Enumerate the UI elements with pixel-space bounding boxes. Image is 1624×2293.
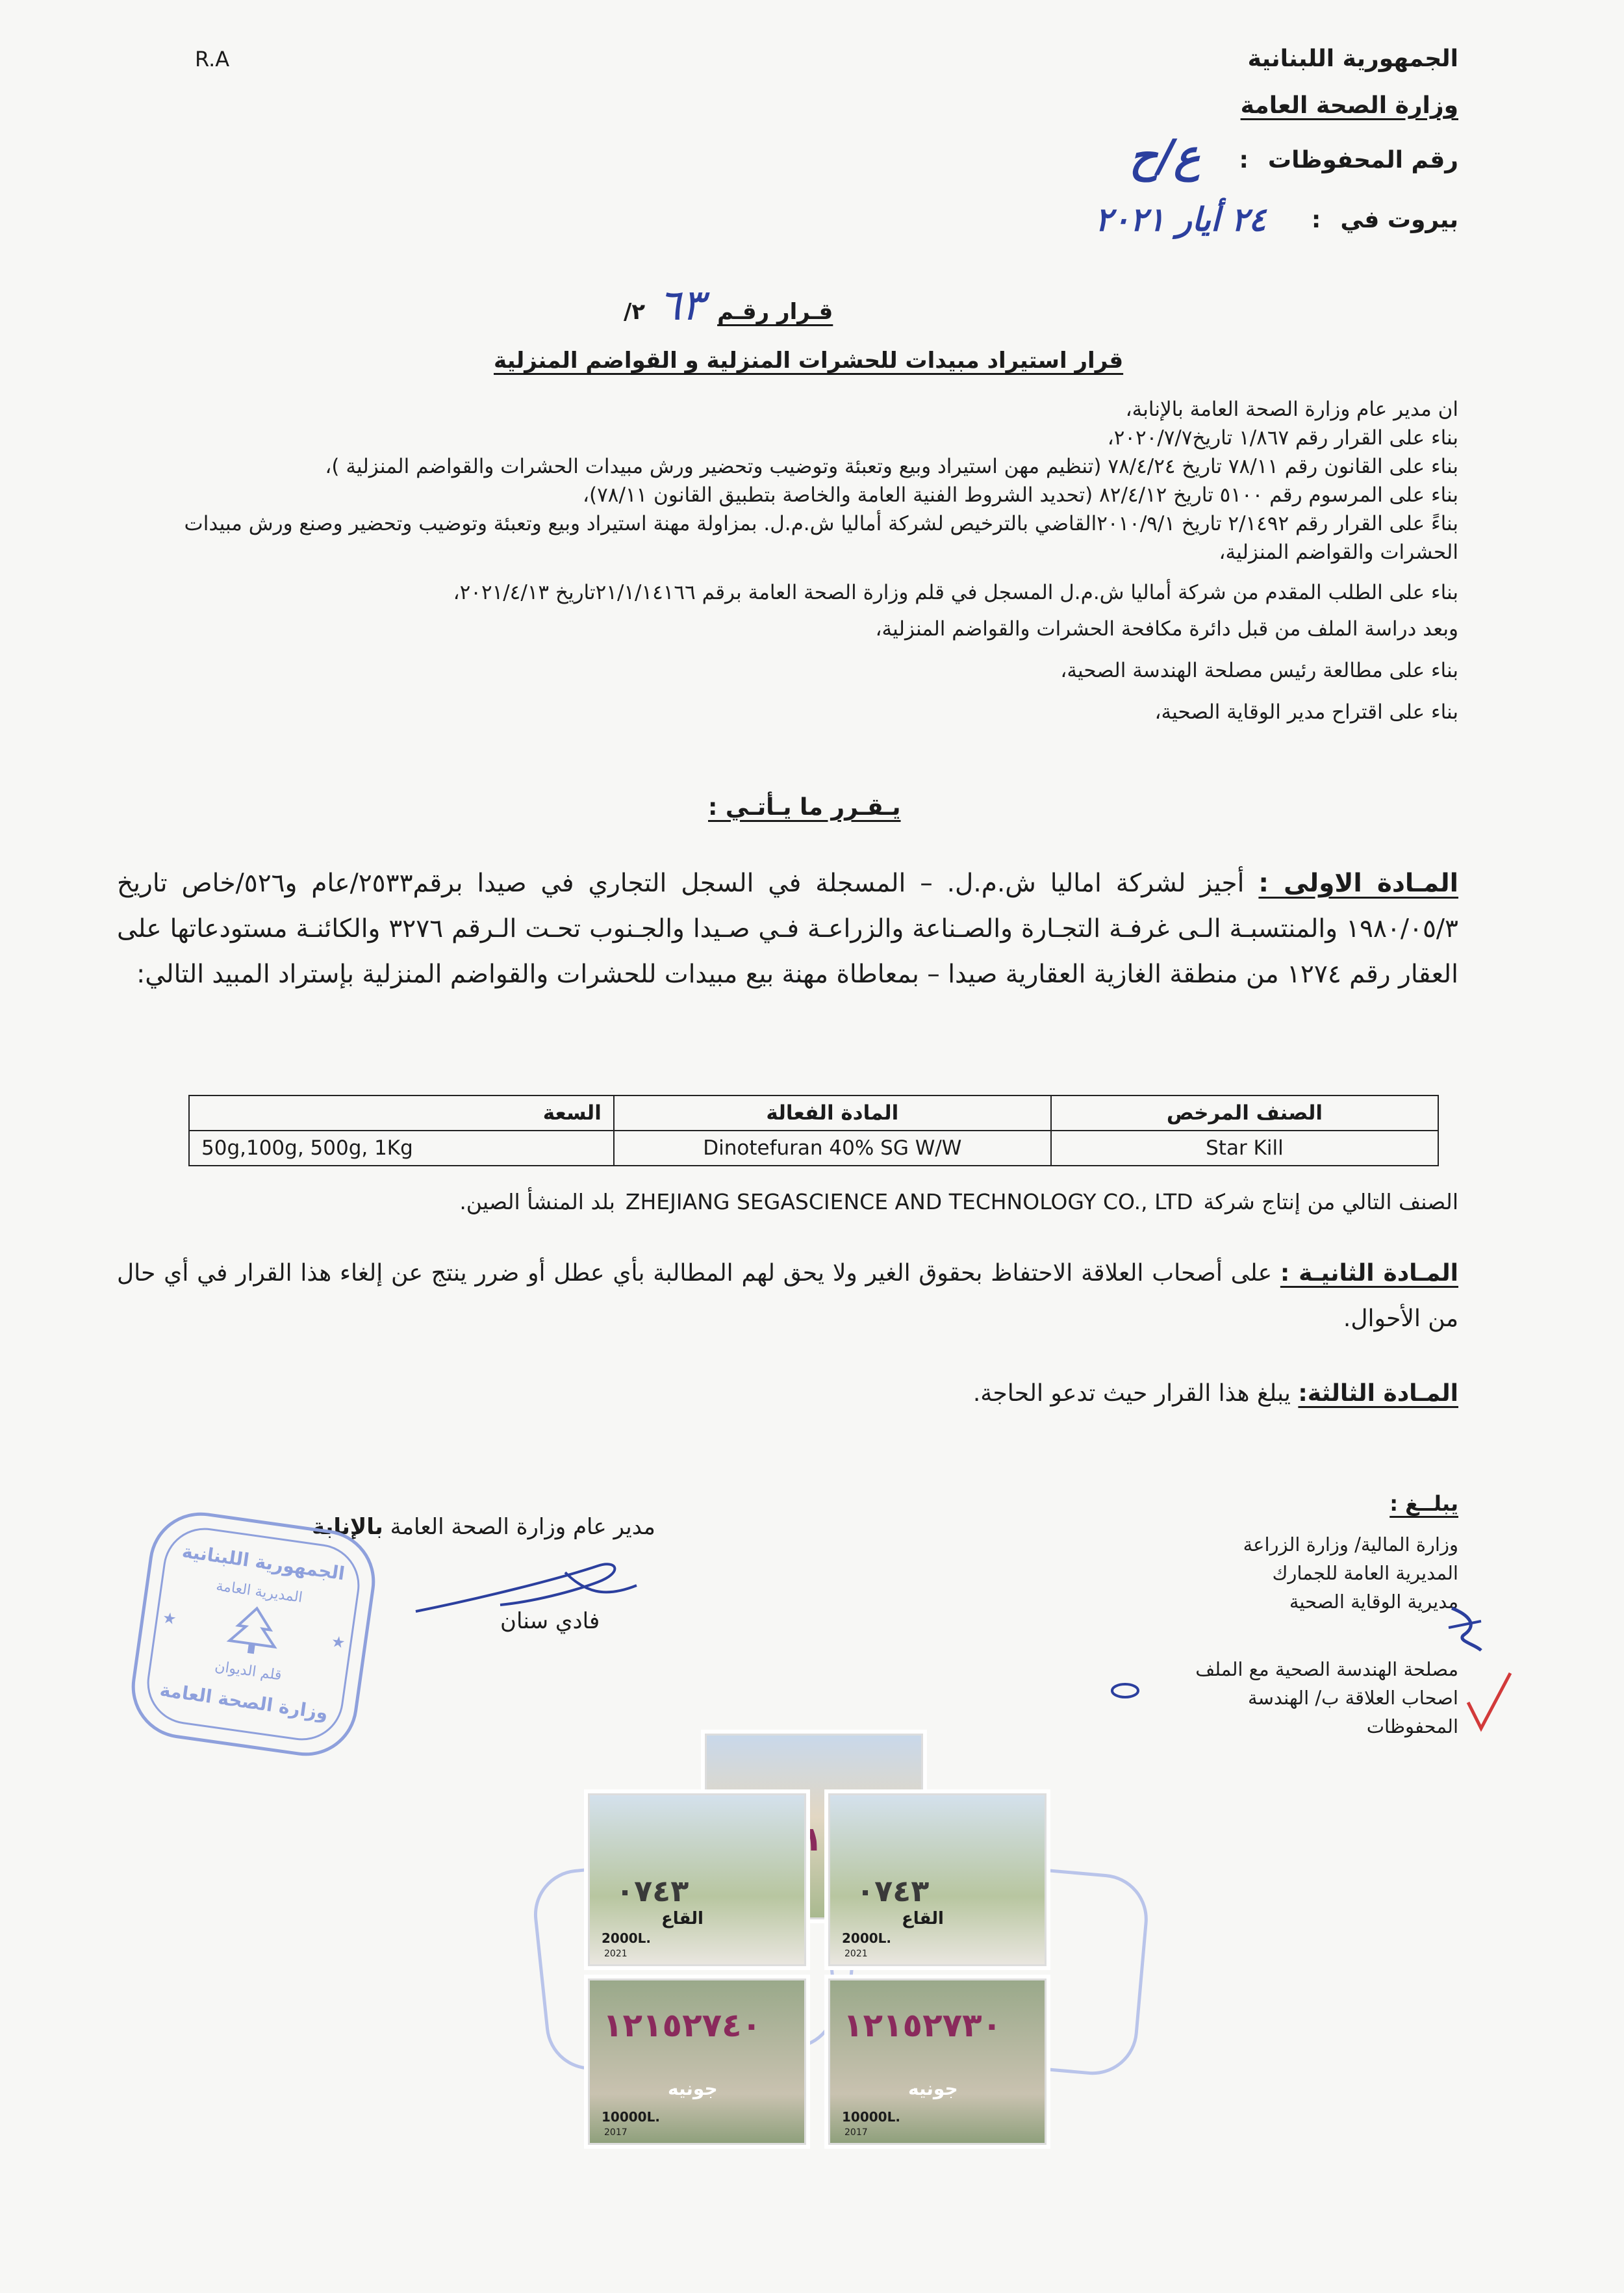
stamp-line-4: وزارة الصحة العامة — [158, 1678, 329, 1724]
fiscal-stamp — [588, 1979, 806, 2145]
list-item: اصحاب العلاقة ب/ الهندسة — [1248, 1687, 1458, 1709]
preamble-line: بناء على مطالعة رئيس مصلحة الهندسة الصحية، — [1060, 659, 1458, 682]
preamble-line: بناء على اقتراح مدير الوقاية الصحية، — [1154, 700, 1458, 724]
preamble-line: ان مدير عام وزارة الصحة العامة بالإنابة، — [1125, 398, 1458, 421]
fiscal-stamp-serial: ٠٧٤٣ — [616, 1873, 689, 1908]
fiscal-stamp — [828, 1793, 1047, 1966]
fiscal-stamp-serial: ١٢١٥٢٧٣٠ — [843, 2006, 1002, 2044]
fiscal-stamp-value: 2000L. — [842, 1930, 892, 1946]
manufacturer-line — [459, 1189, 1458, 1214]
fiscal-stamp-caption: جونيه — [668, 2078, 718, 2099]
preamble-line: بناء على المرسوم رقم ٥١٠٠ تاريخ ٨٢/٤/١٢ (تحديد الشروط الفنية العامة والخاصة بتطبيق القانون ٧٨/١١)، — [583, 483, 1458, 507]
cedar-tree-icon — [222, 1601, 286, 1661]
cell-capacity: 50g,100g, 500g, 1Kg — [189, 1131, 614, 1166]
preamble-line: بناء على الطلب المقدم من شركة أماليا ش.م.ل المسجل في قلم وزارة الصحة العامة برقم ٢١/١/١٤١٦٦تاريخ ٢٠٢١/٤/١٣، — [453, 581, 1458, 604]
list-item: المديرية العامة للجمارك — [1272, 1562, 1458, 1584]
article-1-text: أجيز لشركة اماليا ش.م.ل. – المسجلة في السجل التجاري في صيدا برقم٢٥٣٣/عام و٥٢٦/خاص تاريخ ١٩٨٠/٠٥/٣ والمنتسبـة الـى غرفـة التجـارة والصـناعة والزراعـة فـي صـيدا والجـنوب تحـت الـرقم ٣٢٧٦ والكائنـة مستودعاتها على العقار رقم ١٢٧٤ من منطقة الغازية العقارية صيدا – بمعاطاة مهنة بيع مبيدات للحشرات والقواضم المنزلية بإستراد المبيد التالي: — [117, 869, 1458, 989]
manufacturer-origin: بلد المنشأ الصين. — [459, 1189, 615, 1214]
article-1 — [117, 861, 1458, 997]
fiscal-stamp-year: 2021 — [844, 1949, 868, 1959]
fiscal-stamp-serial: ١٢١٥٢٧٤٠ — [603, 2006, 762, 2044]
registration-table — [188, 1095, 1439, 1166]
manufacturer-prefix: الصنف التالي من إنتاج شركة — [1203, 1189, 1458, 1214]
decision-number: ٦٣ — [658, 280, 705, 330]
list-item: وزارة المالية/ وزارة الزراعة — [1243, 1533, 1458, 1556]
signatory-title-suffix: بالإنابة — [312, 1514, 383, 1540]
place-label: بيروت في — [1340, 207, 1458, 233]
distribution-title: يبلــغ : — [1389, 1491, 1458, 1516]
distribution-list — [1195, 1530, 1458, 1741]
fiscal-stamp-year: 2021 — [604, 1949, 628, 1959]
stamp-line-1: الجمهورية اللبنانية — [181, 1540, 346, 1585]
list-item: مديرية الوقاية الصحية — [1289, 1591, 1458, 1613]
preamble-line: بناء على القرار رقم ١/٨٦٧ تاريخ٢٠٢٠/٧/٧، — [1107, 426, 1458, 450]
article-2 — [117, 1251, 1458, 1342]
fiscal-stamp — [588, 1793, 806, 1966]
place-date-row — [1095, 200, 1458, 238]
stamp-line-2: المديرية العامة — [215, 1578, 304, 1606]
fiscal-stamp-caption: القاع — [661, 1909, 704, 1928]
archive-colon: : — [1239, 147, 1249, 173]
stamp-star-icon: ★ — [161, 1608, 178, 1629]
archive-row — [1129, 130, 1458, 182]
decision-label: قـرار رقـم — [717, 299, 833, 325]
header-active-ingredient: المادة الفعالة — [614, 1095, 1051, 1131]
place-colon: : — [1311, 207, 1321, 233]
article-1-title: المـادة الاولى : — [1258, 869, 1458, 898]
header-licensed-product: الصنف المرخص — [1051, 1095, 1438, 1131]
table-header-row — [189, 1095, 1438, 1131]
initial-mark-icon — [1442, 1602, 1488, 1654]
cell-product: Star Kill — [1051, 1131, 1438, 1166]
handwritten-date: ٢٤ أيار ٢٠٢١ — [1095, 200, 1266, 238]
fiscal-stamp-year: 2017 — [844, 2127, 868, 2138]
stamp-line-3: قلم الديوان — [213, 1658, 283, 1684]
article-3 — [117, 1371, 1458, 1416]
list-item: المحفوظات — [1366, 1715, 1458, 1737]
preamble — [117, 395, 1458, 726]
fiscal-stamp-caption: القاع — [902, 1909, 944, 1928]
preamble-line: وبعد دراسة الملف من قبل دائرة مكافحة الحشرات والقواضم المنزلية، — [875, 617, 1458, 641]
decision-number-row — [624, 280, 833, 330]
header-capacity: السعة — [189, 1095, 614, 1131]
article-2-title: المـادة الثانيـة : — [1280, 1260, 1458, 1287]
fiscal-stamp-value: 2000L. — [602, 1930, 652, 1946]
decision-title: قرار استيراد مبيدات للحشرات المنزلية و القواضم المنزلية — [494, 348, 1124, 374]
signatory-name: فادي سنان — [500, 1608, 600, 1634]
preamble-line: بناءً على القرار رقم ٢/١٤٩٢ تاريخ ٢٠١٠/٩/١القاضي بالترخيص لشركة أماليا ش.م.ل. بمزاولة مهنة استيراد وبيع وتعبئة وتوضيب وتحضير وصنع ورش مبيدات الحشرات والقواضم المنزلية، — [184, 512, 1458, 564]
top-left-mark: R.A — [195, 47, 230, 71]
fiscal-stamp-value: 10000L. — [842, 2109, 900, 2125]
fiscal-stamp-value: 10000L. — [602, 2109, 660, 2125]
signatory-title-prefix: مدير عام وزارة الصحة العامة — [390, 1514, 655, 1540]
fiscal-stamp-serial: ٠٧٤٣ — [856, 1873, 930, 1908]
decision-suffix: ٢/ — [624, 299, 646, 325]
article-3-title: المـادة الثالثة: — [1298, 1380, 1458, 1407]
manufacturer-name: ZHEJIANG SEGASCIENCE AND TECHNOLOGY CO., LTD — [625, 1189, 1193, 1214]
ministry-stamp — [125, 1505, 381, 1762]
table-row — [189, 1131, 1438, 1166]
archive-number: ع/ح — [1129, 130, 1200, 182]
fiscal-stamp-year: 2017 — [604, 2127, 628, 2138]
ministry-heading: وزارة الصحة العامة — [1240, 92, 1458, 119]
fiscal-stamp — [828, 1979, 1047, 2145]
list-item: مصلحة الهندسة الصحية مع الملف — [1195, 1658, 1458, 1680]
republic-heading: الجمهورية اللبنانية — [1247, 45, 1458, 72]
fiscal-stamp-caption: جونيه — [908, 2078, 958, 2099]
scribble-icon — [1108, 1680, 1143, 1702]
cell-ingredient: Dinotefuran 40% SG W/W — [614, 1131, 1051, 1166]
decides-heading: يـقـرر ما يـأتـي : — [708, 794, 901, 821]
preamble-line: بناء على القانون رقم ٧٨/١١ تاريخ ٧٨/٤/٢٤ (تنظيم مهن استيراد وبيع وتعبئة وتوضيب وتحضير ورش مبيدات الحشرات والقواضم المنزلية )، — [325, 455, 1458, 478]
signatory-title — [312, 1514, 655, 1540]
stamp-star-icon: ★ — [330, 1632, 347, 1652]
archive-label: رقم المحفوظات — [1267, 147, 1458, 173]
article-2-text: على أصحاب العلاقة الاحتفاظ بحقوق الغير ولا يحق لهم المطالبة بأي عطل أو ضرر ينتج عن إلغاء هذا القرار في أي حال من الأحوال. — [117, 1260, 1458, 1332]
article-3-text: يبلغ هذا القرار حيث تدعو الحاجة. — [972, 1380, 1291, 1407]
red-check-icon — [1462, 1670, 1514, 1735]
